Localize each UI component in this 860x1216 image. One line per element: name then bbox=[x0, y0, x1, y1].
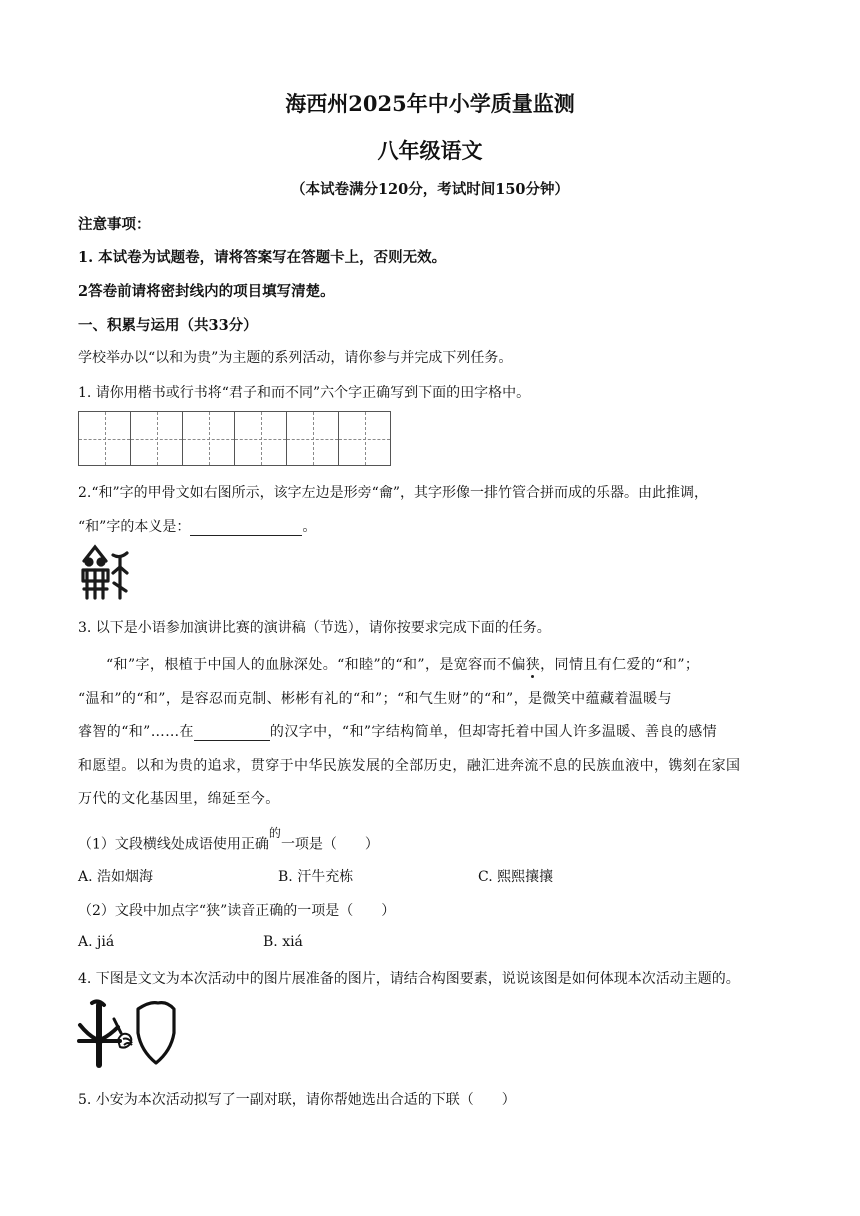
passage-text: 的汉字中，“和”字结构简单，但却寄托着中国人许多温暖、善良的感情 bbox=[269, 724, 718, 740]
option-c[interactable]: C. 熙熙攘攘 bbox=[478, 869, 554, 885]
grid-cell[interactable] bbox=[79, 412, 131, 465]
section-intro: 学校举办以“以和为贵”为主题的系列活动，请你参与并完成下列任务。 bbox=[78, 350, 513, 366]
grid-cell[interactable] bbox=[339, 412, 391, 465]
sub-question-1 bbox=[78, 826, 379, 854]
question-3: 3. 以下是小语参加演讲比赛的演讲稿（节选），请你按要求完成下面的任务。 bbox=[78, 620, 551, 636]
option-a[interactable]: A. 浩如烟海 bbox=[78, 869, 154, 885]
passage-line-4: 和愿望。以和为贵的追求，贯穿于中华民族发展的全部历史，融汇进奔流不息的民族血液中，镌刻在家国 bbox=[78, 758, 741, 774]
passage-text: ，同情且有仁爱的“和”； bbox=[540, 657, 700, 673]
question-2-line1: 2.“和”字的甲骨文如右图所示，该字左边是形旁“龠”，其字形像一排竹管合拼而成的乐器。由此推调， bbox=[78, 485, 708, 501]
question-2-prompt: “和”字的本义是： bbox=[78, 519, 191, 535]
option-b-pinyin[interactable]: B. xiá bbox=[263, 934, 303, 950]
sub-question-text: 一项是（ ） bbox=[280, 836, 379, 853]
tianzige-grid[interactable] bbox=[78, 411, 391, 466]
passage-line-1 bbox=[106, 654, 699, 674]
passage-line-3 bbox=[78, 721, 717, 741]
grid-cell[interactable] bbox=[235, 412, 287, 465]
passage-text: “和”字，根植于中国人的血脉深处。“和睦”的“和”，是宽容而不偏 bbox=[106, 657, 526, 673]
question-1: 1. 请你用楷书或行书将“君子和而不同”六个字正确写到下面的田字格中。 bbox=[78, 385, 531, 401]
grid-cell[interactable] bbox=[183, 412, 235, 465]
option-b[interactable]: B. 汗牛充栋 bbox=[278, 869, 354, 885]
exam-note: （本试卷满分120分，考试时间150分钟） bbox=[290, 181, 570, 198]
question-4: 4. 下图是文文为本次活动中的图片展准备的图片，请结合构图要素，说说该图是如何体现本次活动主题的。 bbox=[78, 971, 740, 987]
he-composition-image-icon bbox=[74, 995, 180, 1071]
grid-cell[interactable] bbox=[131, 412, 183, 465]
sub-question-text: （1）文段横线处成语使用正确 bbox=[78, 836, 269, 853]
notice-heading: 注意事项： bbox=[78, 216, 151, 233]
answer-blank[interactable] bbox=[190, 519, 302, 536]
passage-line-5: 万代的文化基因里，绵延至今。 bbox=[78, 791, 280, 807]
oracle-he-glyph-icon bbox=[80, 543, 130, 601]
idiom-blank[interactable] bbox=[194, 724, 270, 741]
grid-cell[interactable] bbox=[287, 412, 339, 465]
page-subtitle: 八年级语文 bbox=[377, 138, 483, 163]
page-title: 海西州2025年中小学质量监测 bbox=[285, 91, 575, 116]
period: 。 bbox=[302, 519, 317, 535]
section-heading: 一、积累与运用（共33分） bbox=[78, 317, 258, 334]
passage-text: 睿智的“和”……在 bbox=[78, 724, 194, 740]
notice-item-2: 2答卷前请将密封线内的项目填写清楚。 bbox=[78, 283, 335, 300]
option-a-pinyin[interactable]: A. jiá bbox=[78, 934, 115, 950]
question-2-line2 bbox=[78, 516, 316, 536]
sub-question-2: （2）文段中加点字“狭”读音正确的一项是（ ） bbox=[78, 903, 396, 919]
dotted-char: 狭 bbox=[525, 657, 541, 673]
passage-line-2: “温和”的“和”，是容忍而克制、彬彬有礼的“和”；“和气生财”的“和”，是微笑中蕴藏着温暖与 bbox=[78, 691, 672, 707]
notice-item-1: 1. 本试卷为试题卷，请将答案写在答题卡上，否则无效。 bbox=[78, 249, 447, 266]
question-5: 5. 小安为本次活动拟写了一副对联，请你帮她选出合适的下联（ ） bbox=[78, 1092, 516, 1108]
superscript-char: 的 bbox=[268, 826, 281, 840]
